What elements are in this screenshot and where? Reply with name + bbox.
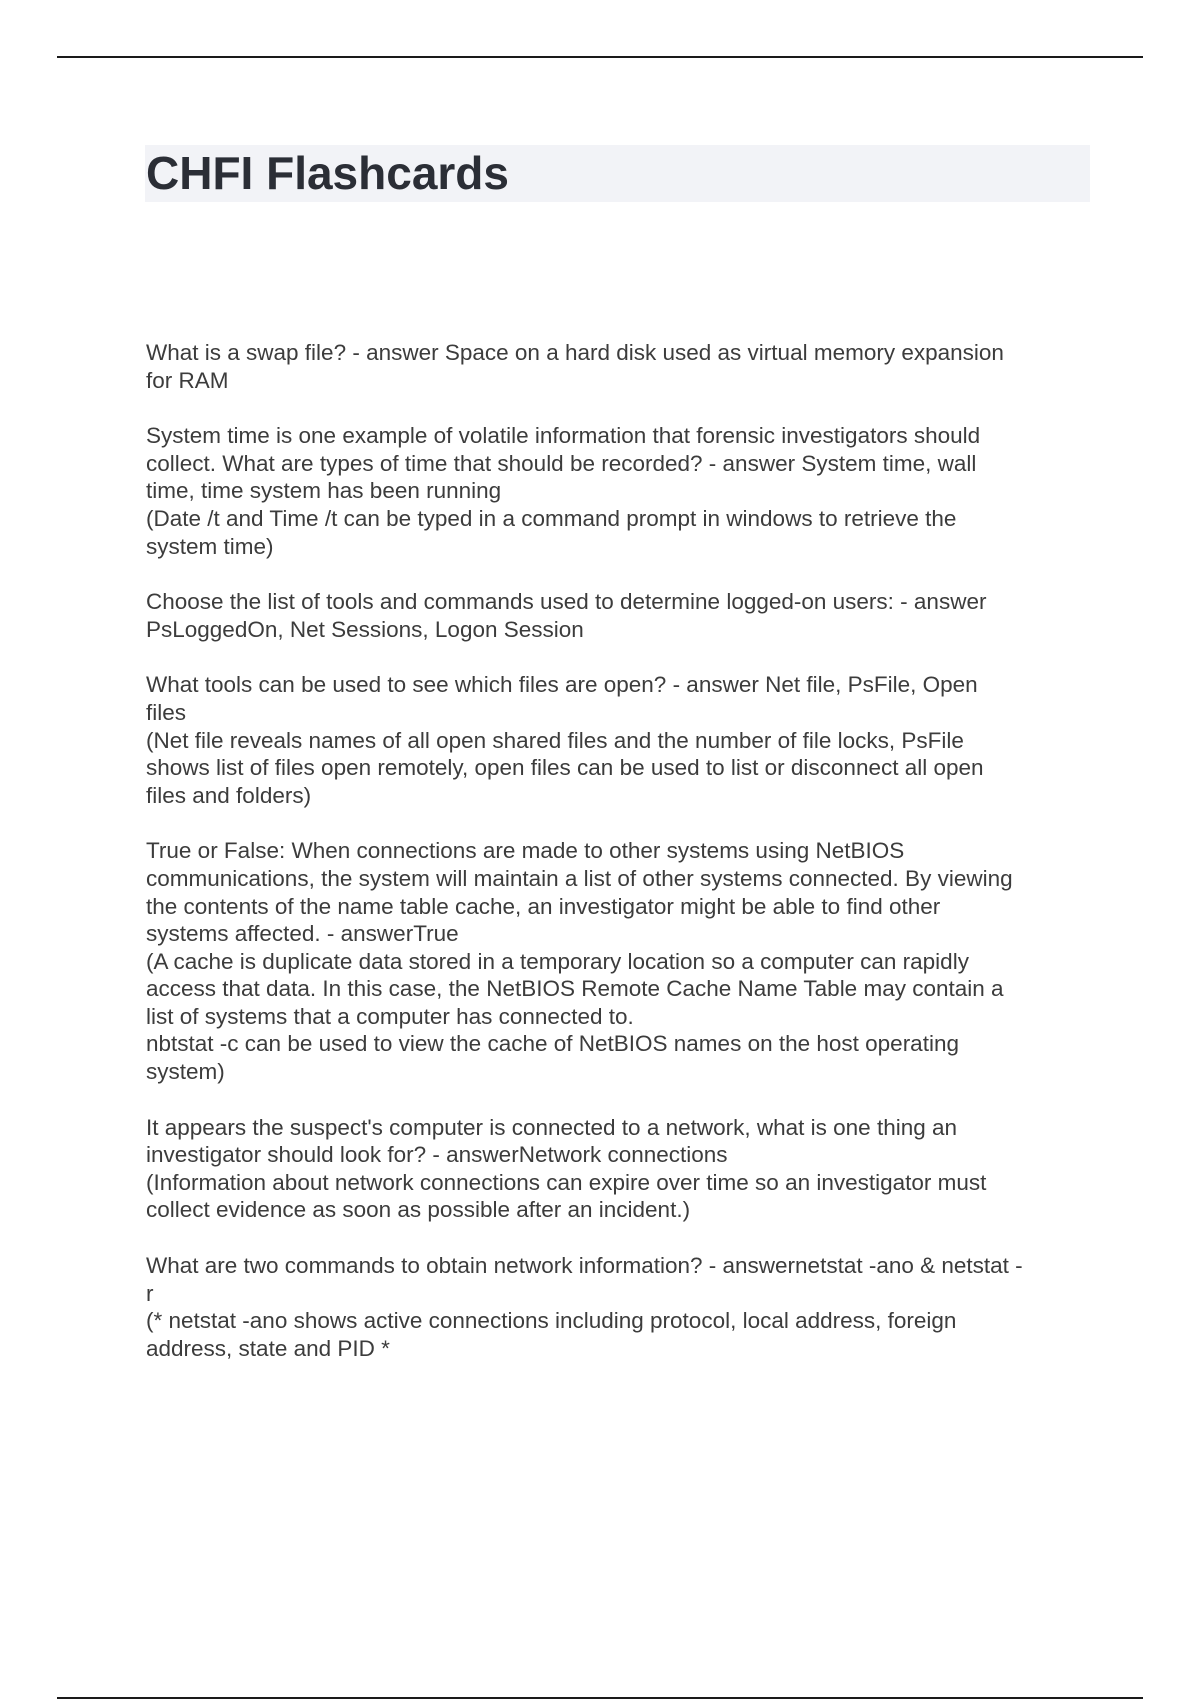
flashcard-line: investigator should look for? - answerNetwork connections: [146, 1142, 728, 1168]
flashcard: [146, 671, 1086, 809]
flashcard-line: address, state and PID *: [146, 1335, 390, 1361]
flashcard-list: [146, 339, 1086, 1390]
flashcard-line: time, time system has been running: [146, 478, 502, 504]
flashcard-line: systems affected. - answerTrue: [146, 921, 459, 947]
flashcard-line: system): [146, 1059, 225, 1085]
flashcard-line: r: [146, 1280, 154, 1306]
flashcard: [146, 339, 1086, 394]
flashcard-line: access that data. In this case, the NetBIOS Remote Cache Name Table may contain a: [146, 976, 1004, 1002]
flashcard-line: It appears the suspect's computer is connected to a network, what is one thing an: [146, 1114, 958, 1140]
flashcard-line: (* netstat -ano shows active connections including protocol, local address, foreign: [146, 1308, 957, 1334]
flashcard: [146, 837, 1086, 1085]
page-title: CHFI Flashcards: [146, 147, 509, 199]
flashcard-line: (Date /t and Time /t can be typed in a command prompt in windows to retrieve the: [146, 505, 957, 531]
flashcard: [146, 1114, 1086, 1224]
flashcard-line: files: [146, 699, 187, 725]
flashcard-line: system time): [146, 533, 274, 559]
flashcard-line: (Net file reveals names of all open shared files and the number of file locks, PsFile: [146, 727, 964, 753]
flashcard-line: What are two commands to obtain network information? - answernetstat -ano & netstat -: [146, 1253, 1023, 1279]
flashcard-line: shows list of files open remotely, open files can be used to list or disconnect all open: [146, 755, 984, 781]
flashcard-line: collect. What are types of time that should be recorded? - answer System time, wall: [146, 450, 977, 476]
flashcard-line: (A cache is duplicate data stored in a temporary location so a computer can rapidly: [146, 948, 969, 974]
top-rule: [57, 56, 1143, 58]
flashcard: [146, 588, 1086, 643]
flashcard-line: True or False: When connections are made to other systems using NetBIOS: [146, 838, 905, 864]
flashcard-line: files and folders): [146, 782, 312, 808]
flashcard-line: System time is one example of volatile information that forensic investigators should: [146, 423, 981, 449]
flashcard-line: What is a swap file? - answer Space on a hard disk used as virtual memory expansion: [146, 340, 1004, 365]
flashcard: [146, 422, 1086, 560]
flashcard-line: nbtstat -c can be used to view the cache of NetBIOS names on the host operating: [146, 1031, 959, 1057]
flashcard: [146, 1252, 1086, 1362]
bottom-rule: [57, 1697, 1143, 1699]
flashcard-line: list of systems that a computer has connected to.: [146, 1003, 634, 1029]
flashcard-line: for RAM: [146, 367, 229, 393]
flashcard-line: (Information about network connections can expire over time so an investigator must: [146, 1169, 987, 1195]
flashcard-line: Choose the list of tools and commands used to determine logged-on users: - answer: [146, 589, 987, 615]
flashcard-line: the contents of the name table cache, an investigator might be able to find other: [146, 893, 941, 919]
flashcard-line: What tools can be used to see which files are open? - answer Net file, PsFile, Open: [146, 672, 978, 698]
flashcard-line: PsLoggedOn, Net Sessions, Logon Session: [146, 616, 584, 642]
flashcard-line: communications, the system will maintain a list of other systems connected. By viewing: [146, 865, 1013, 891]
flashcard-line: collect evidence as soon as possible after an incident.): [146, 1197, 691, 1223]
